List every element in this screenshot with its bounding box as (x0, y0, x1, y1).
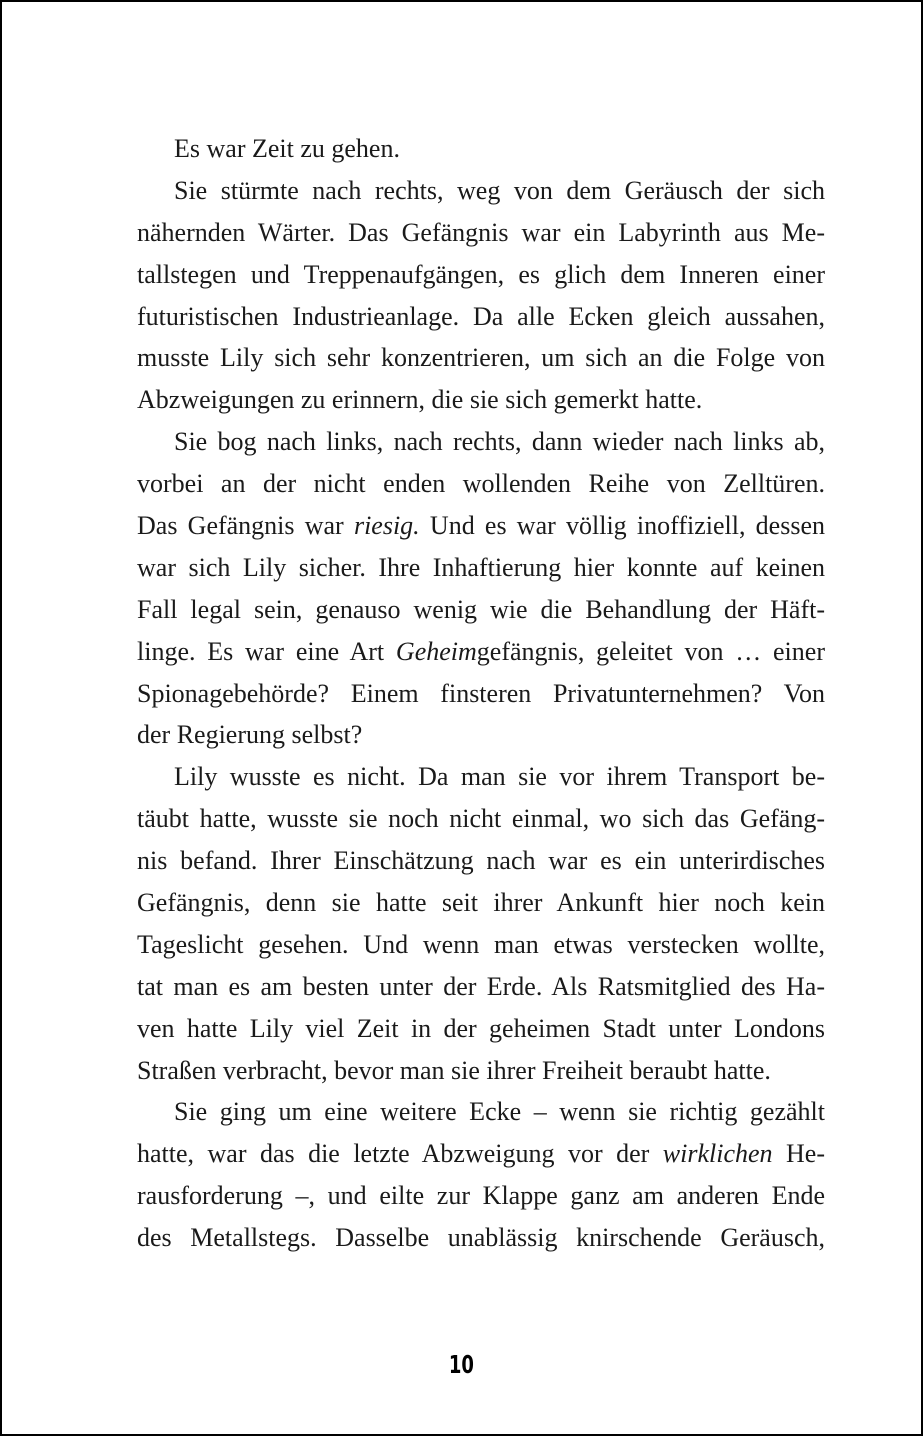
text-line (137, 1091, 825, 1133)
text-segment: rausforderung –, und eilte zur Klappe ganz am anderen Ende (137, 1181, 825, 1211)
text-line (137, 966, 825, 1008)
text-line (137, 296, 825, 338)
text-line (137, 463, 825, 505)
text-line (137, 589, 825, 631)
text-segment: nis befand. Ihrer Einschätzung nach war es ein unterirdisches (137, 846, 825, 876)
text-segment: tat man es am besten unter der Erde. Als Ratsmitglied des Ha- (137, 971, 825, 1001)
text-segment: vorbei an der nicht enden wollenden Reihe von Zelltüren. (137, 469, 825, 499)
text-line (137, 421, 825, 463)
page-number (2, 1350, 921, 1379)
text-segment: Sie ging um eine weitere Ecke – wenn sie richtig gezählt (174, 1097, 825, 1127)
text-line (137, 673, 825, 715)
emphasis-text: riesig. (353, 511, 420, 541)
text-segment: Tageslicht gesehen. Und wenn man etwas verstecken wollte, (137, 929, 825, 959)
text-line (137, 1050, 825, 1092)
text-segment: täubt hatte, wusste sie noch nicht einmal, wo sich das Gefäng- (137, 804, 825, 834)
text-segment: war sich Lily sicher. Ihre Inhaftierung hier konnte auf keinen (137, 552, 825, 582)
paragraph (137, 128, 825, 170)
text-segment: nähernden Wärter. Das Gefängnis war ein Labyrinth aus Me- (137, 217, 825, 247)
text-line (137, 840, 825, 882)
text-line (137, 882, 825, 924)
text-segment: hatte, war das die letzte Abzweigung vor der (137, 1139, 663, 1169)
text-segment: Das Gefängnis war (137, 511, 354, 541)
text-segment: Fall legal sein, genauso wenig wie die Behandlung der Häft- (137, 594, 825, 624)
text-line (137, 170, 825, 212)
text-line (137, 337, 825, 379)
text-segment: musste Lily sich sehr konzentrieren, um sich an die Folge von (137, 343, 825, 373)
text-line (137, 1133, 825, 1175)
body-text (137, 128, 825, 1259)
text-segment: gefängnis, geleitet von … einer (476, 636, 825, 666)
text-segment: Straßen verbracht, bevor man sie ihrer Freiheit beraubt hatte. (137, 1055, 771, 1085)
text-segment: linge. Es war eine Art (137, 636, 396, 666)
paragraph (137, 1091, 825, 1259)
paragraph (137, 170, 825, 421)
page-number-label: 10 (448, 1350, 475, 1379)
text-segment: Abzweigungen zu erinnern, die sie sich gemerkt hatte. (137, 385, 703, 415)
text-segment: He- (772, 1139, 825, 1169)
text-line (137, 379, 825, 421)
text-line (137, 1008, 825, 1050)
text-line (137, 254, 825, 296)
text-line (137, 714, 825, 756)
emphasis-text: Geheim (395, 636, 477, 666)
text-line (137, 212, 825, 254)
paragraph (137, 421, 825, 756)
text-line (137, 924, 825, 966)
text-line (137, 1217, 825, 1259)
text-segment: Sie stürmte nach rechts, weg von dem Geräusch der sich (174, 175, 825, 205)
emphasis-text: wirklichen (662, 1139, 773, 1169)
text-segment: des Metallstegs. Dasselbe unablässig knirschende Geräusch, (137, 1223, 825, 1253)
text-segment: Und es war völlig inoffiziell, dessen (419, 511, 825, 541)
text-line (137, 547, 825, 589)
text-line (137, 756, 825, 798)
text-line (137, 128, 825, 170)
text-segment: Es war Zeit zu gehen. (174, 134, 400, 163)
text-line (137, 505, 825, 547)
text-segment: Sie bog nach links, nach rechts, dann wieder nach links ab, (174, 427, 825, 457)
text-segment: futuristischen Industrieanlage. Da alle Ecken gleich aussahen, (137, 301, 825, 331)
text-segment: der Regierung selbst? (137, 720, 363, 750)
text-line (137, 798, 825, 840)
paragraph (137, 756, 825, 1091)
text-segment: Lily wusste es nicht. Da man sie vor ihrem Transport be- (174, 762, 825, 792)
text-segment: ven hatte Lily viel Zeit in der geheimen Stadt unter Londons (137, 1013, 825, 1043)
text-line (137, 631, 825, 673)
text-segment: Spionagebehörde? Einem finsteren Privatunternehmen? Von (137, 678, 825, 708)
text-segment: Gefängnis, denn sie hatte seit ihrer Ankunft hier noch kein (137, 888, 825, 918)
text-segment: tallstegen und Treppenaufgängen, es glich dem Inneren einer (137, 259, 825, 289)
text-line (137, 1175, 825, 1217)
